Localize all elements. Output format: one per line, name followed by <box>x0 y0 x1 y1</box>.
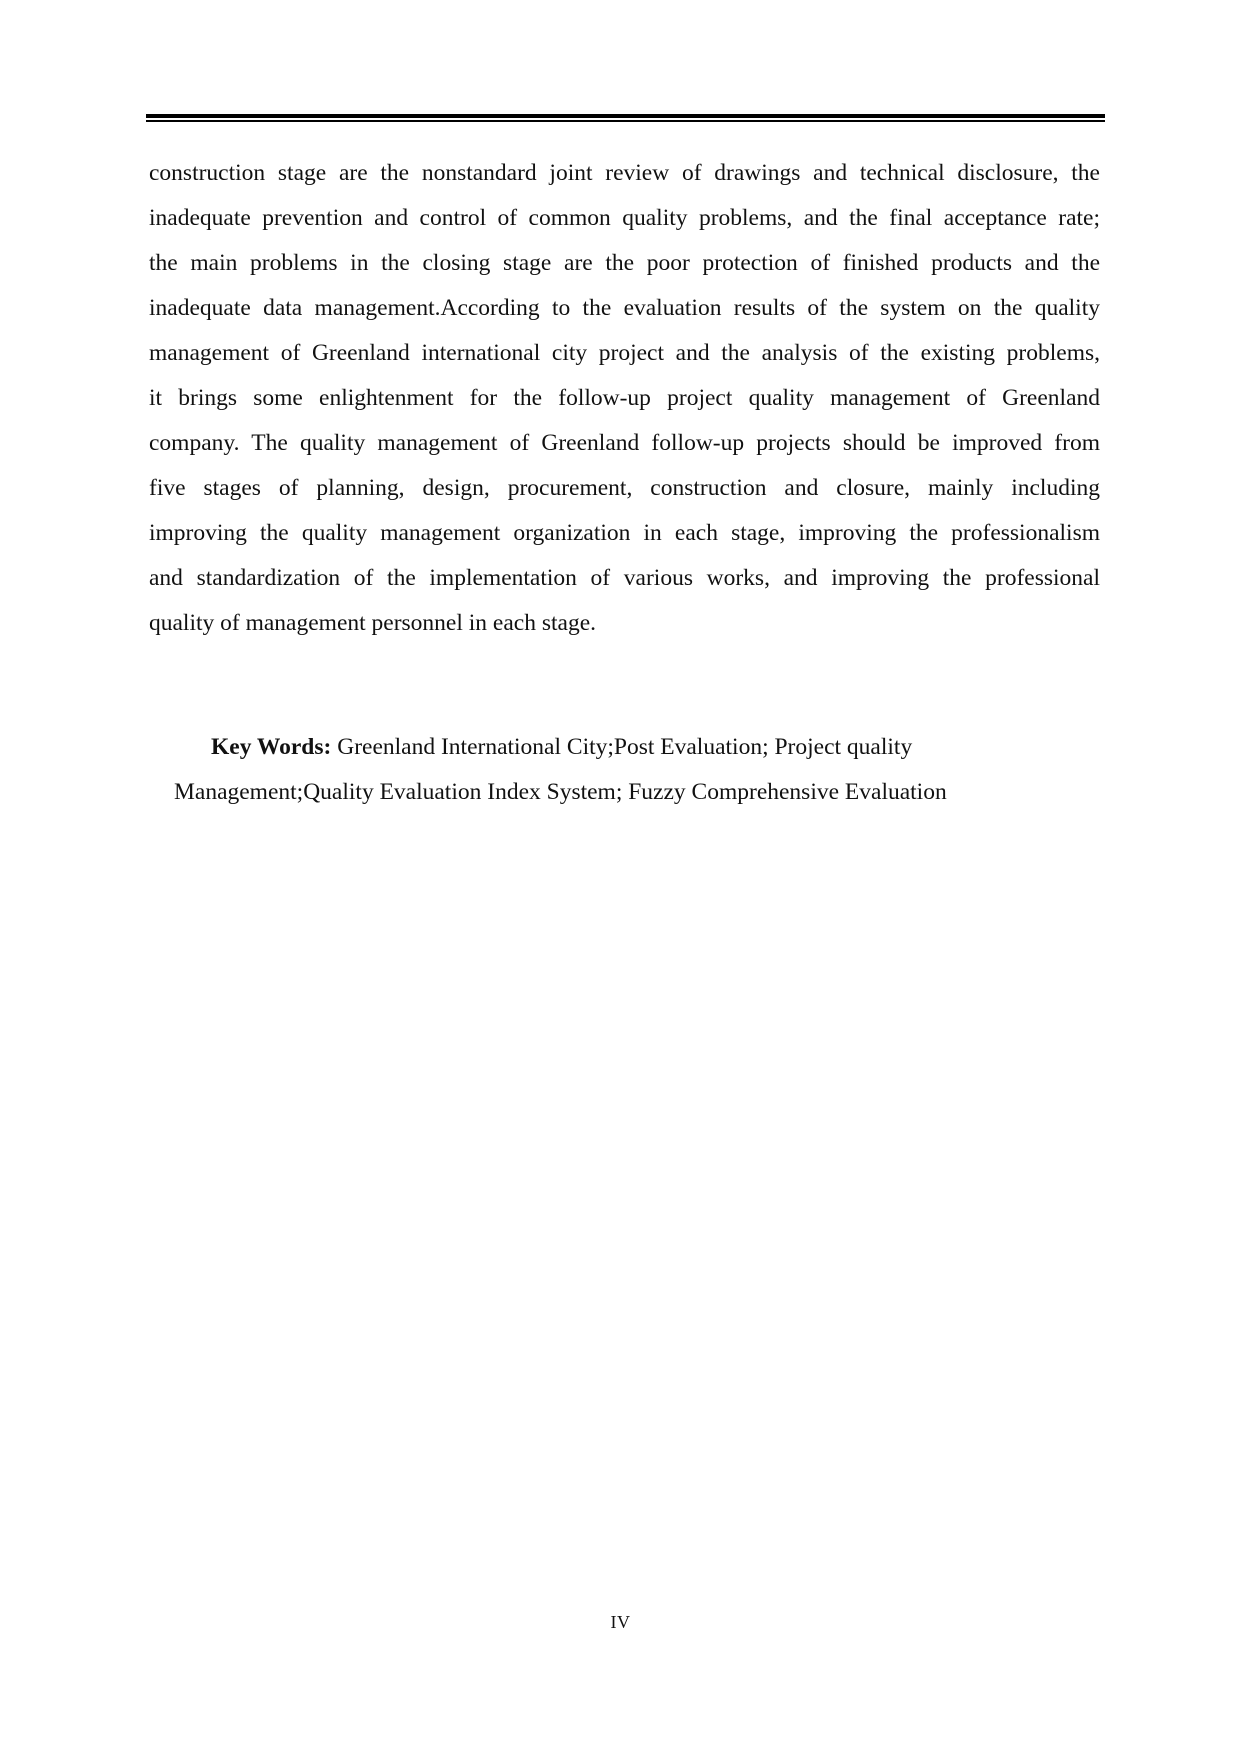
body-line: five stages of planning, design, procurement, construction and closure, mainly including <box>149 475 1100 501</box>
keywords-text-1: Greenland International City;Post Evaluation; Project quality <box>331 734 913 760</box>
keywords-line-2: Management;Quality Evaluation Index System; Fuzzy Comprehensive Evaluation <box>174 779 947 805</box>
abstract-body <box>149 151 1100 646</box>
page-number: IV <box>610 1612 631 1632</box>
body-line: construction stage are the nonstandard joint review of drawings and technical disclosure, the <box>149 160 1100 186</box>
body-line: quality of management personnel in each stage. <box>149 610 596 636</box>
body-line: and standardization of the implementation of various works, and improving the professional <box>149 565 1100 591</box>
body-line: company. The quality management of Greenland follow-up projects should be improved from <box>149 430 1100 456</box>
keywords-line-1 <box>211 725 912 770</box>
body-line: inadequate prevention and control of common quality problems, and the final acceptance rate; <box>149 205 1100 231</box>
header-double-rule <box>146 114 1105 122</box>
body-line: improving the quality management organization in each stage, improving the professionalism <box>149 520 1100 546</box>
body-line: inadequate data management.According to the evaluation results of the system on the quality <box>149 295 1100 321</box>
header-rule-thin <box>146 120 1105 122</box>
body-line: it brings some enlightenment for the follow-up project quality management of Greenland <box>149 385 1100 411</box>
keywords-label: Key Words: <box>211 734 332 760</box>
body-line: management of Greenland international city project and the analysis of the existing problems, <box>149 340 1100 366</box>
body-line: the main problems in the closing stage are the poor protection of finished products and the <box>149 250 1100 276</box>
header-rule-thick <box>146 114 1105 118</box>
